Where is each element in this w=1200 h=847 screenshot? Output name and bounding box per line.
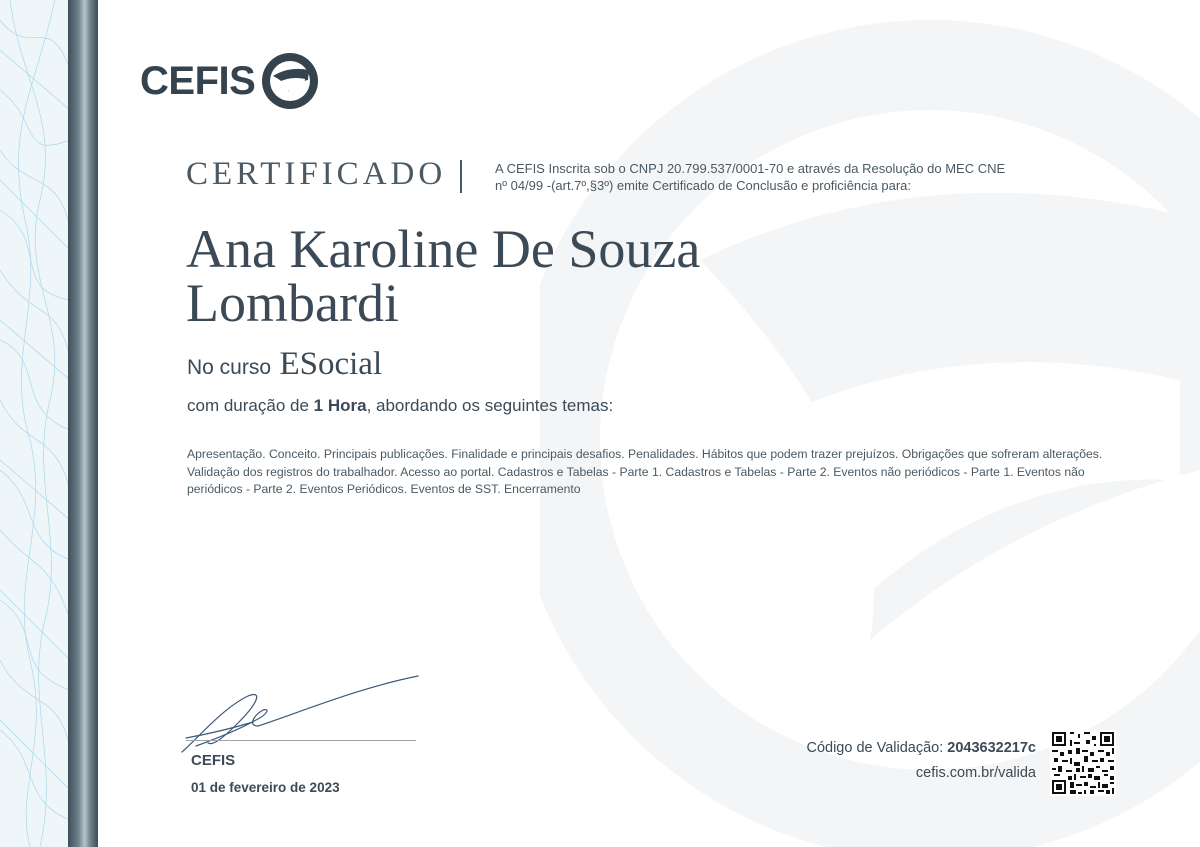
validation-url[interactable]: cefis.com.br/valida <box>915 765 1036 781</box>
duration-line <box>187 396 613 416</box>
cefis-watermark-icon <box>540 0 1200 847</box>
course-name: ESocial <box>279 346 383 382</box>
signature-graphic <box>178 668 428 758</box>
certificate-intro: A CEFIS Inscrita sob o CNPJ 20.799.537/0001-70 e através da Resolução do MEC CNE nº 04/99 -(art.7º,§3º) emite Certificado de Conclusão e proficiência para: <box>495 161 1006 193</box>
validation-label: Código de Validação: <box>806 740 944 756</box>
cefis-logo-icon <box>261 52 319 110</box>
validation-code-row <box>806 740 1036 756</box>
duration-suffix: , abordando os seguintes temas: <box>366 396 614 415</box>
course-topics: Apresentação. Conceito. Principais publicações. Finalidade e principais desafios. Penalidades. Hábitos que podem trazer prejuízos. Obrigações que sofreram alterações. Validação dos registros do trabalhador. Acesso ao portal. Cadastros e Tabelas - Parte 1. Cadastros e Tabelas - Parte 2. Eventos não periódicos - Parte 1. Eventos não periódicos - Parte 2. Eventos Periódicos. Eventos de SST. Encerramento <box>187 447 1103 496</box>
validation-block <box>806 740 1036 781</box>
course-line <box>187 346 382 383</box>
qr-code-icon[interactable] <box>1050 730 1116 796</box>
signature-line <box>186 740 416 741</box>
logo-text: CEFIS <box>140 58 256 103</box>
cefis-logo <box>140 52 319 110</box>
certificate-title: CERTIFICADO <box>186 156 447 192</box>
validation-code: 2043632217c <box>947 740 1036 756</box>
duration-value: 1 Hora <box>313 396 367 415</box>
duration-prefix: com duração de <box>187 396 309 415</box>
signer-name: CEFIS <box>191 752 236 769</box>
student-name: Ana Karoline De Souza Lombardi <box>186 219 701 333</box>
course-prefix: No curso <box>187 356 272 379</box>
title-divider <box>460 160 462 193</box>
decorative-band <box>68 0 98 847</box>
issue-date: 01 de fevereiro de 2023 <box>191 780 340 795</box>
decorative-pattern <box>0 0 70 847</box>
